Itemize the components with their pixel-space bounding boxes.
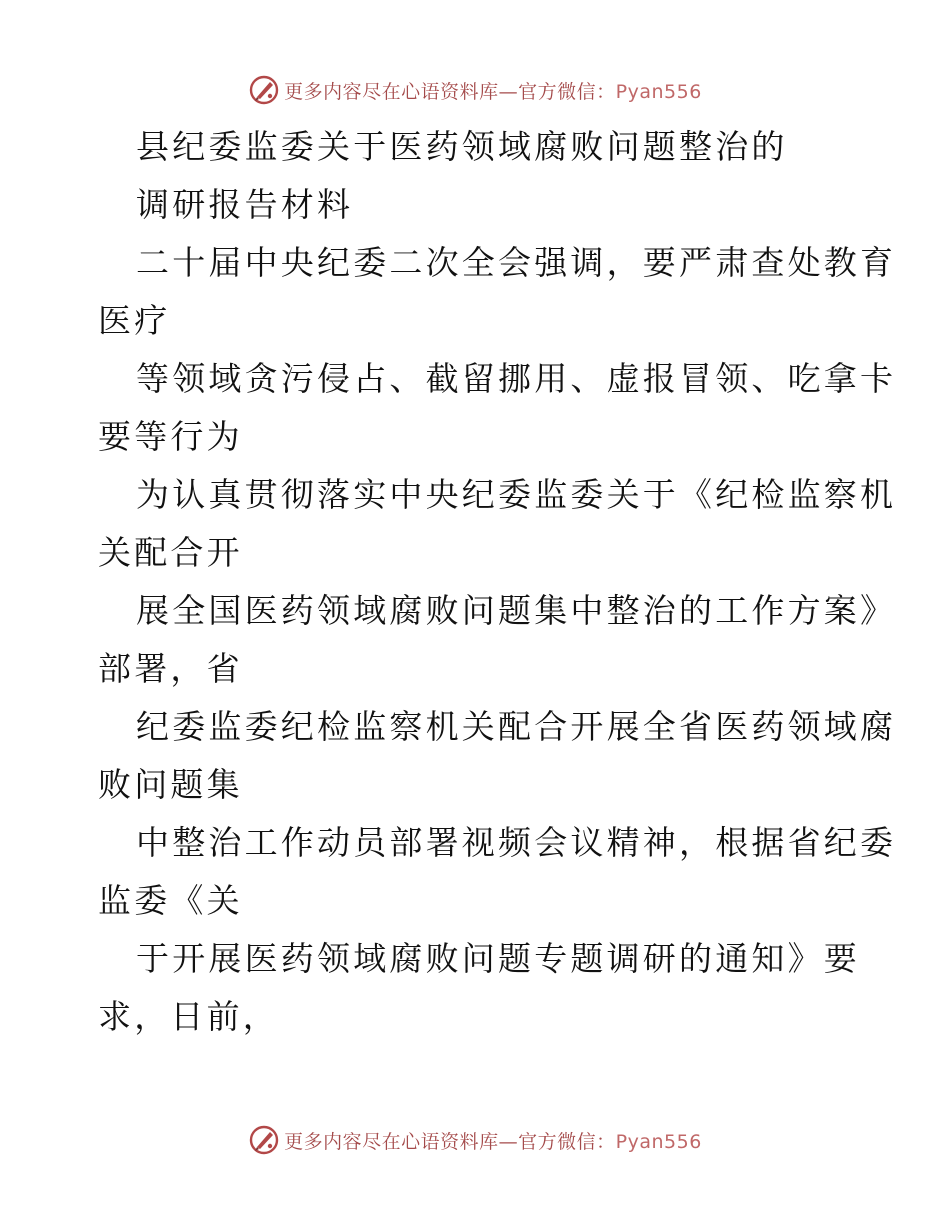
quill-pen-logo-icon [248,1124,280,1156]
footer-banner-wechat-id: Pyan556 [615,1130,702,1153]
doc-paragraph-line: 要等行为 [98,417,243,456]
doc-paragraph-line: 求，日前， [98,997,279,1036]
footer-banner-slogan: 更多内容尽在心语资料库—官方微信： [284,1130,616,1153]
doc-paragraph-line: 纪委监委纪检监察机关配合开展全省医药领域腐 [136,707,897,746]
doc-paragraph-line: 展全国医药领域腐败问题集中整治的工作方案》 [136,591,897,630]
doc-paragraph-line: 部署，省 [98,649,243,688]
header-banner [0,70,950,110]
document-body [98,118,897,1046]
doc-title-line-1: 县纪委监委关于医药领域腐败问题整治的 [136,127,788,166]
footer-banner-text [284,1127,702,1154]
quill-pen-logo-icon [248,74,280,106]
doc-paragraph-line: 医疗 [98,301,171,340]
doc-paragraph-line: 等领域贪污侵占、截留挪用、虚报冒领、吃拿卡 [136,359,897,398]
doc-paragraph-line: 监委《关 [98,881,243,920]
footer-banner [0,1120,950,1160]
doc-paragraph-line: 二十届中央纪委二次全会强调，要严肃查处教育 [136,243,897,282]
header-banner-text [284,77,702,104]
doc-paragraph-line: 为认真贯彻落实中央纪委监委关于《纪检监察机 [136,475,897,514]
doc-paragraph-line: 中整治工作动员部署视频会议精神，根据省纪委 [136,823,897,862]
header-banner-wechat-id: Pyan556 [615,80,702,103]
doc-title-line-2: 调研报告材料 [136,185,354,224]
doc-paragraph-line: 关配合开 [98,533,243,572]
doc-paragraph-line: 于开展医药领域腐败问题专题调研的通知》要 [136,939,860,978]
doc-paragraph-line: 败问题集 [98,765,243,804]
header-banner-slogan: 更多内容尽在心语资料库—官方微信： [284,80,616,103]
